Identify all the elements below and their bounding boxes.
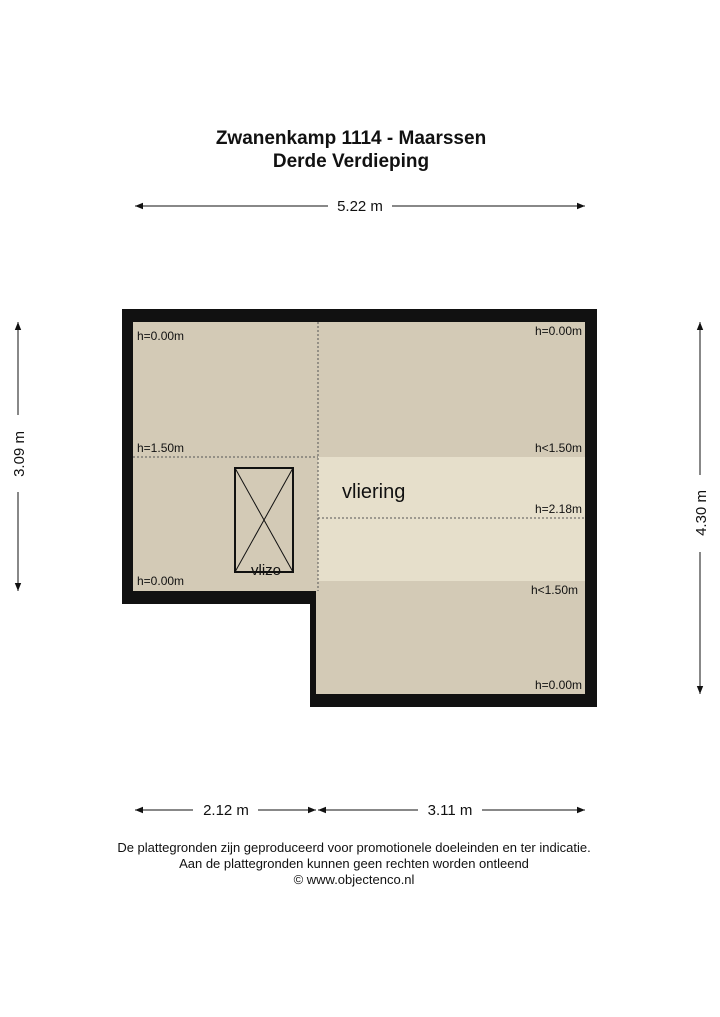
- height-label: h=0.00m: [534, 324, 582, 338]
- height-label: h=0.00m: [137, 574, 185, 588]
- height-label: h<1.50m: [534, 441, 582, 455]
- disclaimer-line-1: De plattegronden zijn geproduceerd voor promotionele doeleinden en ter indicatie.: [117, 840, 591, 855]
- floor-area: [133, 322, 585, 694]
- dimension-label-right: 4.30 m: [693, 490, 710, 536]
- dimension-label-bottom-right: 3.11 m: [427, 802, 473, 819]
- dimension-label-top: 5.22 m: [337, 198, 383, 215]
- height-label: h=0.00m: [137, 329, 185, 343]
- disclaimer-line-2: Aan de plattegronden kunnen geen rechten worden ontleend: [179, 856, 529, 871]
- height-label: h=0.00m: [534, 678, 582, 692]
- floor-title: Derde Verdieping: [272, 151, 430, 172]
- height-label: h=1.50m: [137, 441, 185, 455]
- room-label-vlizo: vlizo: [251, 562, 282, 579]
- dimension-label-bottom-left: 2.12 m: [203, 802, 249, 819]
- address-title: Zwanenkamp 1114 - Maarssen: [215, 128, 487, 149]
- dimension-label-left: 3.09 m: [11, 431, 28, 477]
- height-label: h<1.50m: [530, 583, 578, 597]
- floor-high-zone: [318, 457, 585, 581]
- height-label: h=2.18m: [534, 502, 582, 516]
- room-label-vliering: vliering: [342, 481, 406, 503]
- copyright-link[interactable]: © www.objectenco.nl: [293, 872, 415, 887]
